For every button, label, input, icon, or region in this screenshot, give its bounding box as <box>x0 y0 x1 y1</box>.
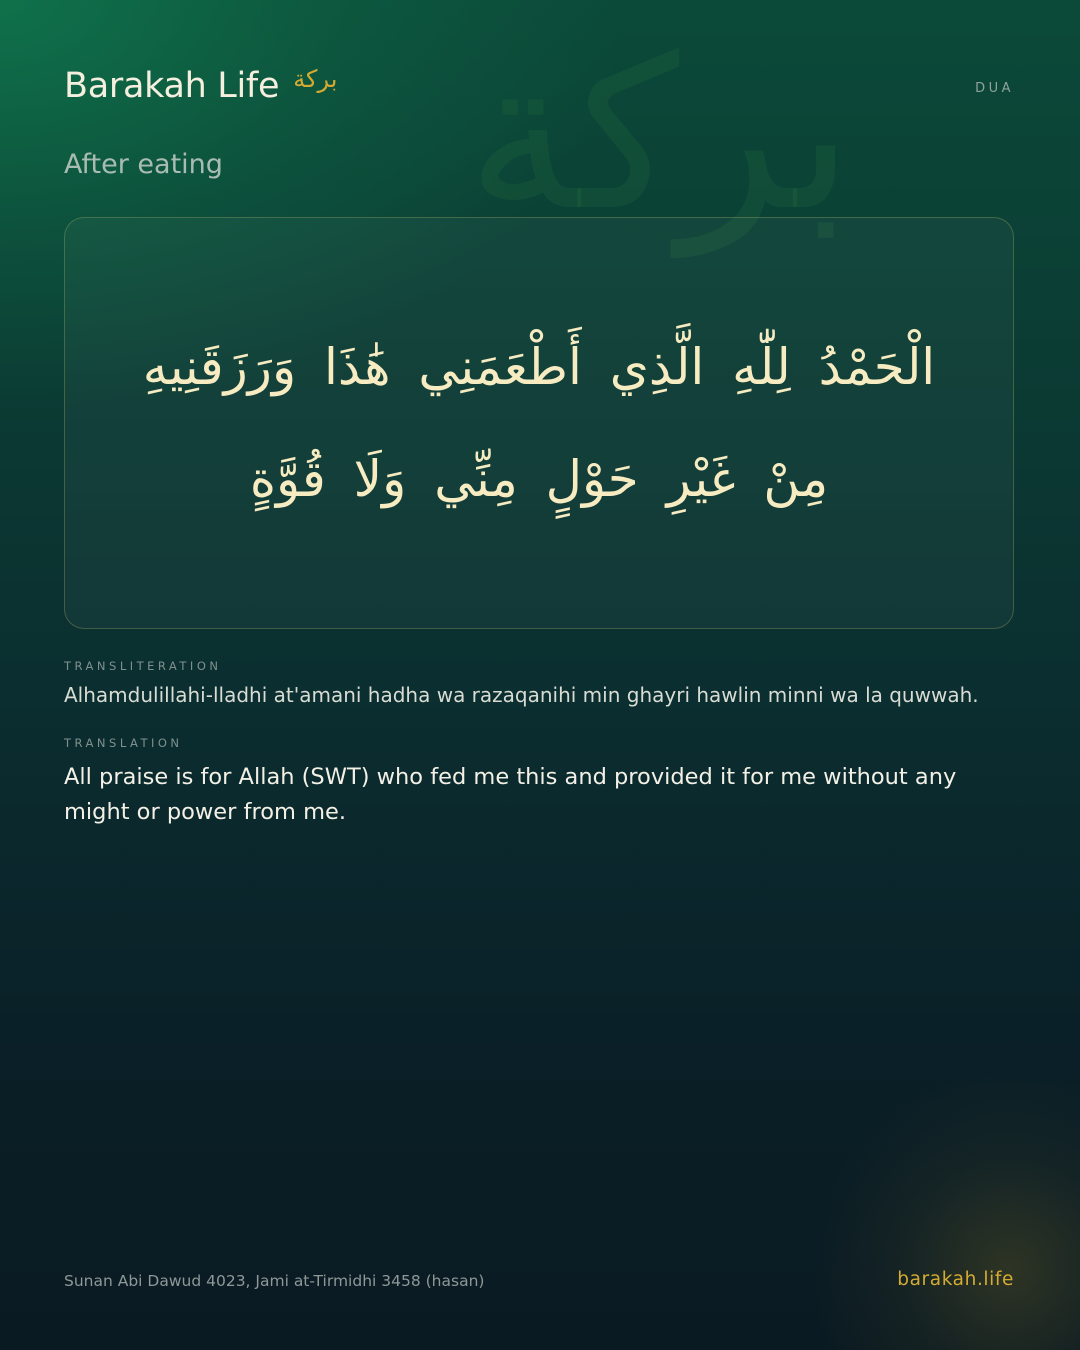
dua-occasion: After eating <box>64 149 223 180</box>
arabic-dua-text: الْحَمْدُ لِلّٰهِ الَّذِي أَطْعَمَنِي هَٰذَا وَرَزَقَنِيهِ مِنْ غَيْرِ حَوْلٍ مِنِّي وَلَا قُوَّةٍ <box>142 338 936 508</box>
transliteration-text: Alhamdulillahi-lladhi at'amani hadha wa razaqanihi min ghayri hawlin minni wa la quwwah. <box>64 683 979 707</box>
background-watermark: بركة <box>466 12 854 257</box>
translation-text: All praise is for Allah (SWT) who fed me this and provided it for me without any might or power from me. <box>64 764 957 825</box>
transliteration-label: TRANSLITERATION <box>64 659 222 673</box>
brand <box>64 66 337 106</box>
arabic-card <box>64 217 1014 629</box>
translation-label: TRANSLATION <box>64 736 183 750</box>
brand-name: Barakah Life <box>64 66 280 106</box>
category-label: DUA <box>975 81 1014 96</box>
brand-arabic: بركة <box>293 65 338 93</box>
source-citation: Sunan Abi Dawud 4023, Jami at-Tirmidhi 3458 (hasan) <box>64 1272 485 1290</box>
site-link[interactable]: barakah.life <box>897 1269 1014 1290</box>
